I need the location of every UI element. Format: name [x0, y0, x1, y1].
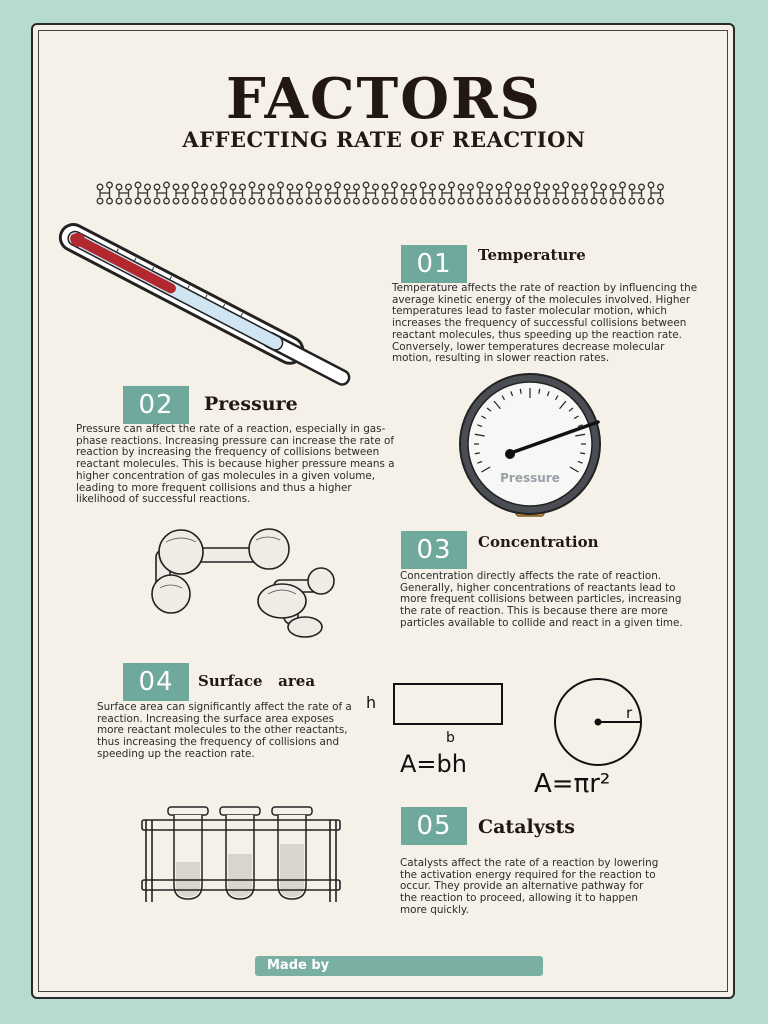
circle-area-formula: A=πr²: [534, 769, 611, 799]
gauge-label: Pressure: [500, 471, 560, 485]
section-number-02: 02: [123, 386, 189, 424]
section-text-temperature: Temperature affects the rate of reaction by influencing the average kinetic energy of the molecules involved. Higher temperatures lead to faster molecular motion, which increases the frequency of successful collisions between reactant molecules, thus speeding up the reaction rate. Conversely, lower temperatures decrease molecular motion, resulting in slower reaction rates.: [392, 282, 698, 365]
section-text-catalysts: Catalysts affect the rate of a reaction by lowering the activation energy required for the reaction to occur. They provide an alternative pathway for the reaction to proceed, allowing it to happen more quickly.: [400, 857, 659, 916]
rect-height-label: h: [366, 693, 377, 712]
section-number-04: 04: [123, 663, 189, 701]
pressure-gauge-icon: [430, 394, 630, 524]
made-by-footer: Made by: [255, 956, 543, 976]
rect-base-label: b: [446, 730, 455, 746]
thermometer-icon: [58, 218, 368, 388]
test-tube-rack-icon: [138, 804, 344, 904]
poster-subtitle: AFFECTING RATE OF REACTION: [182, 127, 586, 152]
molecule-sketch-icon: [134, 528, 344, 643]
molecule-chain-divider: [96, 181, 672, 207]
surface-area-formulas: [360, 676, 680, 806]
section-heading-temperature: Temperature: [478, 246, 586, 264]
rect-area-formula: A=bh: [400, 750, 467, 778]
section-text-surface-area: Surface area can significantly affect the rate of a reaction. Increasing the surface area exposes more reactant molecules to the other reactants, thus increasing the frequency of collisions and speeding up the reaction rate.: [97, 701, 352, 760]
section-heading-surface-area: Surface area: [198, 672, 316, 690]
poster-title: FACTORS: [226, 66, 542, 132]
section-heading-concentration: Concentration: [478, 533, 599, 551]
section-text-pressure: Pressure can affect the rate of a reaction, especially in gas-phase reactions. Increasing pressure can increase the rate of reaction by increasing the frequency of collisions between reactant molecules. This is because higher pressure means a higher concentration of gas molecules in a given volume, leading to more frequent collisions and thus a higher likelihood of successful reactions.: [76, 423, 395, 506]
section-number-01: 01: [401, 245, 467, 283]
section-heading-catalysts: Catalysts: [478, 816, 575, 838]
section-number-05: 05: [401, 807, 467, 845]
circle-radius-label: r: [626, 704, 633, 722]
section-number-03: 03: [401, 531, 467, 569]
section-heading-pressure: Pressure: [204, 393, 298, 415]
section-text-concentration: Concentration directly affects the rate of reaction. Generally, higher concentrations of reactants lead to more frequent collisions between particles, increasing the rate of reaction. This is because there are more particles available to collide and react in a given time.: [400, 570, 683, 629]
